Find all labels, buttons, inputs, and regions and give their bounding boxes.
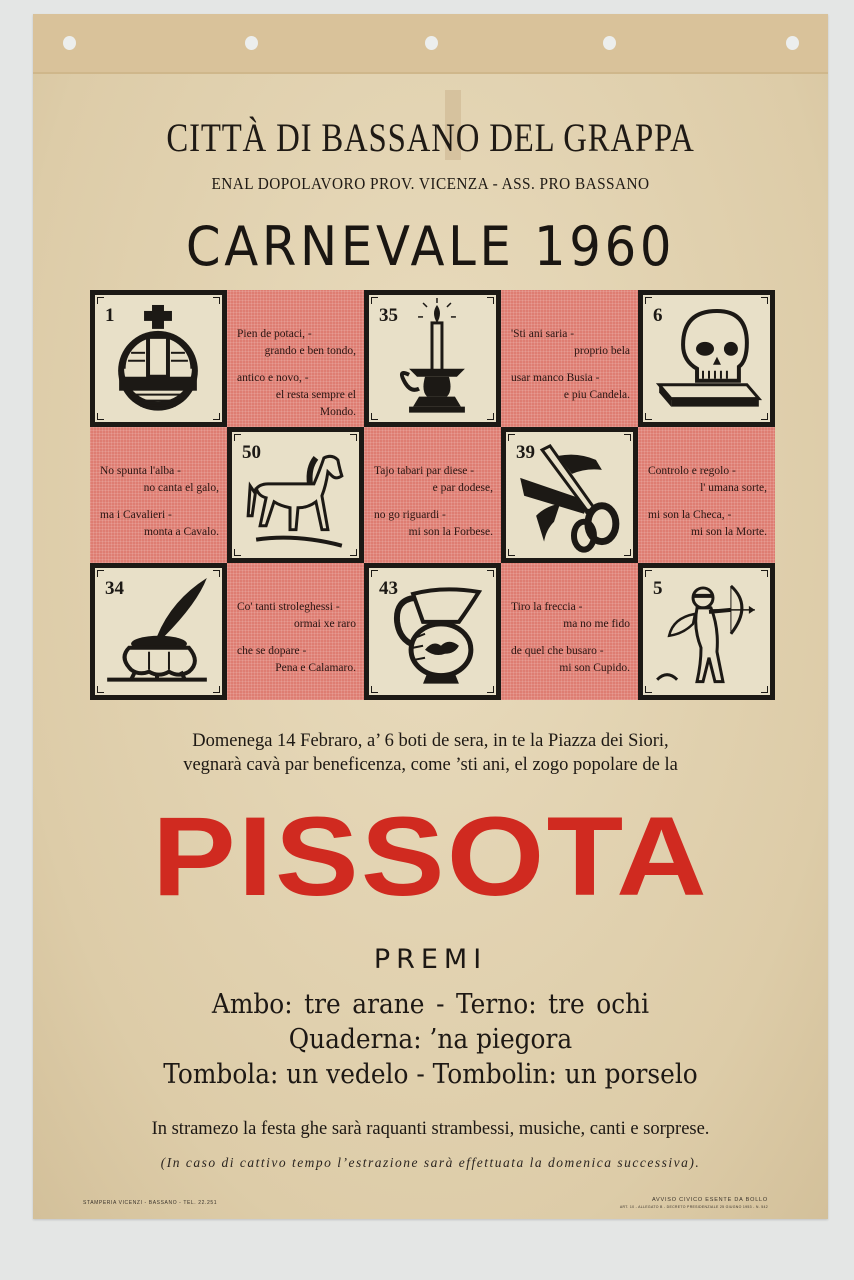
- verse-line: Pena e Calamaro.: [275, 662, 356, 675]
- verse-line: ormai xe raro: [294, 618, 356, 631]
- verse-line: l' umana sorte,: [700, 481, 767, 494]
- card-number: 35: [379, 305, 398, 326]
- tombola-card-grid: [90, 290, 775, 700]
- verse-panel: [227, 290, 364, 427]
- card-number: 34: [105, 578, 124, 600]
- punch-hole: [245, 36, 258, 50]
- verse-panel: [90, 427, 227, 564]
- card-39: [501, 427, 638, 564]
- prize-line-1: Ambo: tre arane - Terno: tre ochi: [211, 989, 650, 1020]
- printer-credit: STAMPERIA VICENZI - BASSANO - TEL. 22.251: [83, 1200, 218, 1206]
- card-number: 6: [653, 305, 663, 326]
- verse-line: mi son la Morte.: [690, 525, 767, 538]
- card-number: 5: [653, 578, 663, 600]
- verse-panel: [501, 290, 638, 427]
- verse-line: grando e ben tondo,: [264, 345, 356, 357]
- card-34: [90, 563, 227, 700]
- candle-icon: [369, 295, 496, 422]
- prize-line-3: Tombola: un vedelo - Tombolin: un porselo: [163, 1059, 698, 1090]
- verse-line: e piu Candela.: [563, 389, 630, 401]
- cupid-icon: [643, 568, 770, 695]
- verse-line: de quel che busaro -: [511, 645, 604, 658]
- verse-line: No spunta l'alba -: [100, 464, 181, 477]
- punch-hole: [63, 36, 76, 50]
- game-title: PISSOTA: [151, 794, 709, 919]
- verse-line: el resta sempre el Mondo.: [275, 389, 356, 418]
- verse-line: Tajo tabari par diese -: [374, 464, 475, 477]
- punch-hole: [425, 36, 438, 50]
- verse-panel: [227, 563, 364, 700]
- tax-stamp-line-2: ART. 10 - ALLEGATO B - DECRETO PRESIDENZIALE 25 GIUGNO 1953 - N. 542: [619, 1205, 768, 1209]
- verse-line: Controlo e regolo -: [648, 464, 736, 477]
- hanging-strip: [33, 14, 828, 74]
- prizes-heading: PREMI: [373, 944, 488, 975]
- verse-line: mi son Cupido.: [559, 662, 630, 675]
- skull-icon: [643, 295, 770, 422]
- card-number: 1: [105, 305, 115, 326]
- tax-stamp-line-1: AVVISO CIVICO ESENTE DA BOLLO: [651, 1197, 768, 1203]
- weather-note: (In caso di cattivo tempo l’estrazione sarà effettuata la domenica successiva).: [160, 1155, 701, 1170]
- extras-text: In stramezo la festa ghe sarà raquanti strambessi, musiche, canti e sorprese.: [151, 1119, 710, 1139]
- announcement-line-2: vegnarà cavà par beneficenza, come ’sti ani, el zogo popolare de la: [183, 755, 678, 775]
- verse-panel: [638, 427, 775, 564]
- tax-stamp-note: [620, 1197, 768, 1209]
- poster: [33, 14, 828, 1219]
- verse-line: antico e novo, -: [237, 372, 309, 384]
- verse-line: che se dopare -: [237, 645, 307, 658]
- horse-icon: [232, 432, 359, 559]
- organizers-line: ENAL DOPOLAVORO PROV. VICENZA - ASS. PRO BASSANO: [211, 174, 650, 193]
- card-5: [638, 563, 775, 700]
- verse-line: Co' tanti stroleghessi -: [237, 601, 340, 614]
- card-number: 39: [516, 441, 535, 463]
- verse-line: e par dodese,: [432, 481, 493, 494]
- verse-panel: [501, 563, 638, 700]
- card-35: [364, 290, 501, 427]
- verse-line: ma i Cavalieri -: [100, 508, 172, 521]
- card-50: [227, 427, 364, 564]
- punch-hole: [603, 36, 616, 50]
- card-number: 50: [242, 441, 261, 463]
- card-43: [364, 563, 501, 700]
- globus-cruciger-icon: [95, 295, 222, 422]
- card-1: [90, 290, 227, 427]
- prize-line-2: Quaderna: ’na piegora: [288, 1024, 573, 1055]
- verse-line: ma no me fido: [563, 618, 630, 631]
- verse-line: Tiro la freccia -: [511, 601, 583, 614]
- card-6: [638, 290, 775, 427]
- verse-line: Pien de potaci, -: [237, 328, 312, 340]
- verse-line: usar manco Busia -: [511, 372, 600, 384]
- verse-line: mi son la Forbese.: [408, 525, 493, 538]
- verse-panel: [364, 427, 501, 564]
- scissors-icon: [506, 432, 633, 559]
- city-title: CITTÀ DI BASSANO DEL GRAPPA: [166, 115, 695, 160]
- card-number: 43: [379, 578, 398, 600]
- punch-hole: [786, 36, 799, 50]
- verse-line: proprio bela: [574, 345, 630, 357]
- verse-line: mi son la Checa, -: [648, 508, 732, 521]
- announcement-text: [33, 729, 828, 777]
- jug-icon: [369, 568, 496, 695]
- verse-line: monta a Cavalo.: [143, 525, 219, 538]
- verse-line: 'Sti ani saria -: [511, 328, 575, 340]
- event-title: CARNEVALE 1960: [185, 215, 676, 278]
- verse-line: no canta el galo,: [143, 481, 219, 494]
- announcement-line-1: Domenega 14 Febraro, a’ 6 boti de sera, in te la Piazza dei Siori,: [192, 731, 669, 751]
- verse-line: no go riguardi -: [374, 508, 446, 521]
- inkwell-quill-icon: [95, 568, 222, 695]
